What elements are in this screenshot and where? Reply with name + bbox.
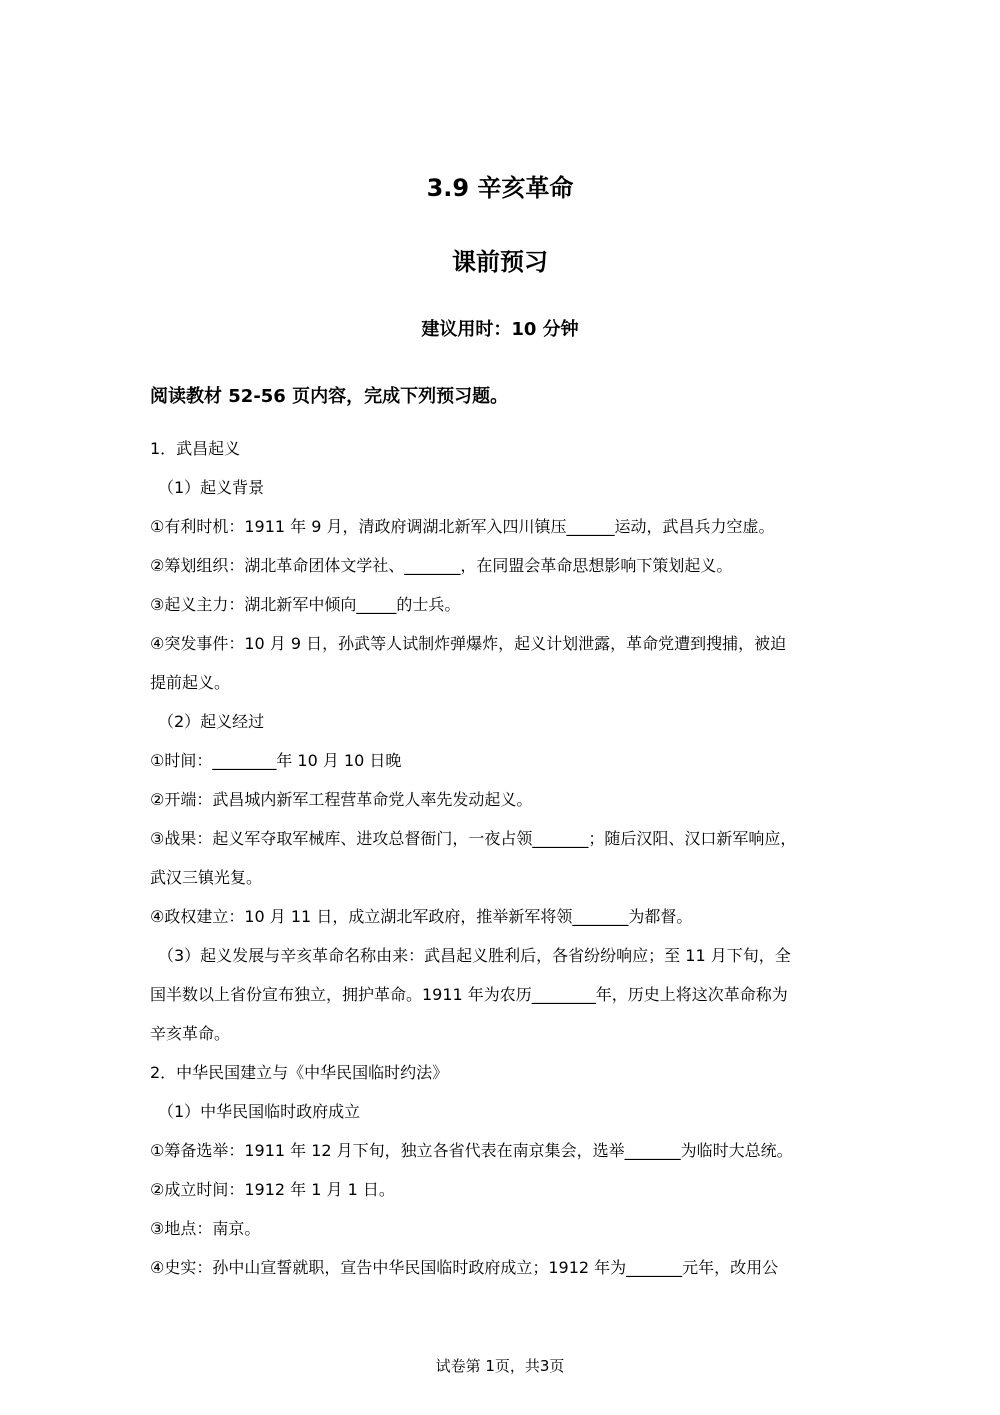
text-line: ②开端：武昌城内新军工程营革命党人率先发动起义。 xyxy=(150,790,533,809)
instruction: 阅读教材 52-56 页内容，完成下列预习题。 xyxy=(150,386,509,407)
text-line: ②成立时间：1912 年 1 月 1 日。 xyxy=(150,1180,395,1199)
section-title: 课前预习 xyxy=(452,248,548,276)
text-line: 辛亥革命。 xyxy=(150,1024,231,1043)
text-line: 武汉三镇光复。 xyxy=(150,868,263,887)
text-line: ①时间：________年 10 月 10 日晚 xyxy=(150,751,402,770)
text-line: 提前起义。 xyxy=(150,673,231,692)
text-line: 2．中华民国建立与《中华民国临时约法》 xyxy=(150,1063,449,1082)
text-line: 1．武昌起义 xyxy=(150,439,241,458)
text-line: ④史实：孙中山宣誓就职，宣告中华民国临时政府成立；1912 年为_______元年，改用公 xyxy=(150,1258,779,1277)
page-footer: 试卷第 1页，共3页 xyxy=(435,1357,565,1375)
time-hint: 建议用时：10 分钟 xyxy=(421,319,579,340)
text-line: （1）中华民国临时政府成立 xyxy=(158,1102,361,1121)
text-line: ③地点：南京。 xyxy=(150,1219,261,1238)
text-line: ①筹备选举：1911 年 12 月下旬，独立各省代表在南京集会，选举_______为临时大总统。 xyxy=(150,1141,793,1160)
text-line: （2）起义经过 xyxy=(158,712,265,731)
text-line: ③起义主力：湖北新军中倾向_____的士兵。 xyxy=(150,595,461,614)
question-content xyxy=(150,435,860,1293)
text-line: ③战果：起义军夺取军械库、进攻总督衙门，一夜占领_______；随后汉阳、汉口新军响应， xyxy=(150,829,797,848)
text-line: ②筹划组织：湖北革命团体文学社、_______，在同盟会革命思想影响下策划起义。 xyxy=(150,556,733,575)
lesson-title: 3.9 辛亥革命 xyxy=(426,174,574,202)
text-line: ①有利时机：1911 年 9 月，清政府调湖北新军入四川镇压______运动，武昌兵力空虚。 xyxy=(150,517,775,536)
text-line: ④突发事件：10 月 9 日，孙武等人试制炸弹爆炸，起义计划泄露，革命党遭到搜捕，被迫 xyxy=(150,634,787,653)
text-line: 国半数以上省份宣布独立，拥护革命。1911 年为农历________年，历史上将这次革命称为 xyxy=(150,985,788,1004)
text-line: ④政权建立：10 月 11 日，成立湖北军政府，推举新军将领_______为都督。 xyxy=(150,907,693,926)
text-line: （1）起义背景 xyxy=(158,478,265,497)
text-line: （3）起义发展与辛亥革命名称由来：武昌起义胜利后，各省纷纷响应；至 11 月下旬，全 xyxy=(158,946,791,965)
